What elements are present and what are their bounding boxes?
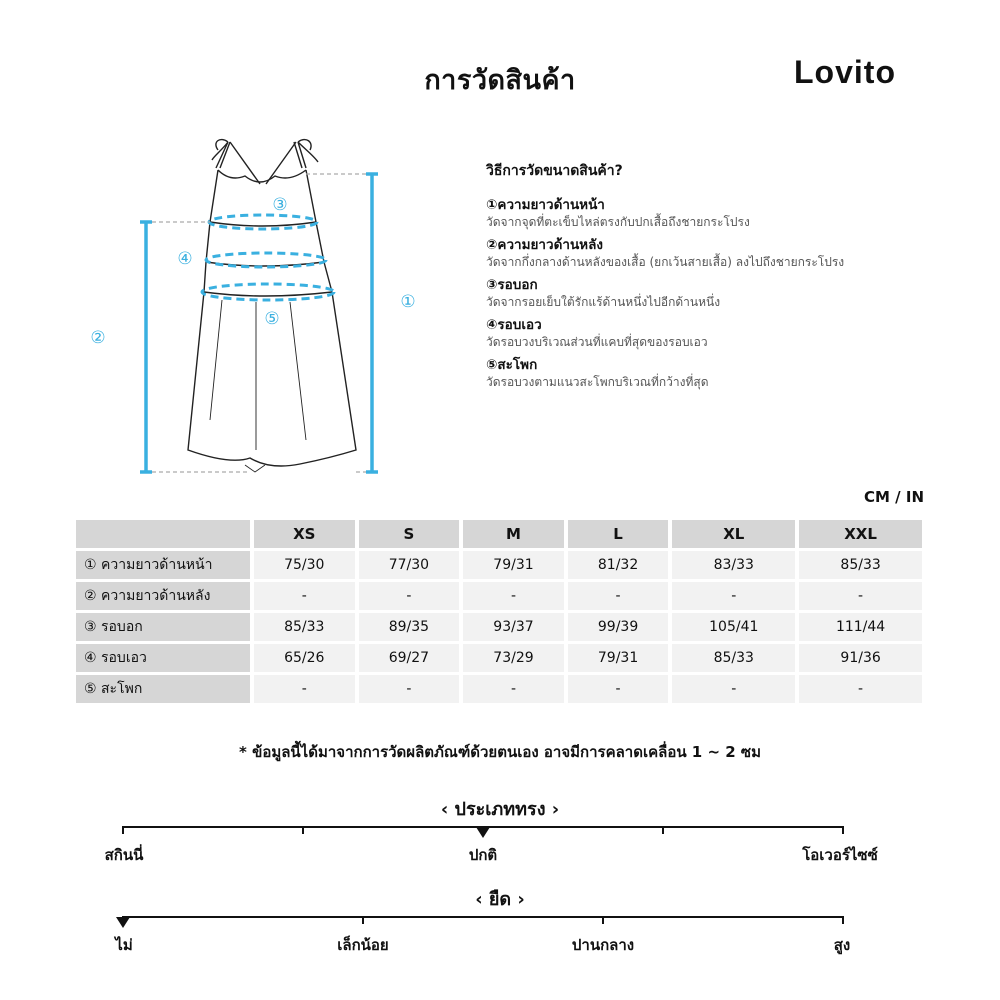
instruction-desc: วัดรอบวงตามแนวสะโพกบริเวณที่กว้างที่สุด bbox=[486, 375, 709, 389]
instruction-name: ③รอบอก bbox=[486, 277, 538, 293]
table-cell: 69/27 bbox=[359, 644, 460, 672]
table-cell: - bbox=[568, 582, 669, 610]
unit-label: CM / IN bbox=[864, 488, 924, 506]
table-cell: 111/44 bbox=[799, 613, 922, 641]
brand-logo: Lovito bbox=[794, 54, 896, 90]
table-cell: - bbox=[254, 675, 355, 703]
instruction-desc: วัดจากจุดที่ตะเข็บไหล่ตรงกับปกเสื้อถึงชายกระโปรง bbox=[486, 215, 750, 229]
table-cell: - bbox=[359, 582, 460, 610]
row-label: ③ รอบอก bbox=[76, 613, 250, 641]
table-cell: - bbox=[799, 675, 922, 703]
size-header: S bbox=[359, 520, 460, 548]
table-cell: - bbox=[463, 675, 564, 703]
stretch-tick bbox=[842, 916, 844, 924]
instruction-name: ①ความยาวด้านหน้า bbox=[486, 197, 605, 213]
length-guides bbox=[140, 174, 378, 472]
disclaimer-note: * ข้อมูลนี้ได้มาจากการวัดผลิตภัณฑ์ด้วยตนเอง อาจมีการคลาดเคลื่อน 1 ~ 2 ซม bbox=[239, 743, 761, 761]
size-header: XL bbox=[672, 520, 795, 548]
marker-hip: ⑤ bbox=[264, 309, 280, 329]
instruction-desc: วัดจากกึ่งกลางด้านหลังของเสื้อ (ยกเว้นสายเสื้อ) ลงไปถึงชายกระโปรง bbox=[486, 255, 845, 269]
table-cell: 85/33 bbox=[672, 644, 795, 672]
dress-outline bbox=[188, 140, 356, 472]
size-header: M bbox=[463, 520, 564, 548]
fit-tick bbox=[302, 826, 304, 834]
table-cell: - bbox=[799, 582, 922, 610]
size-header: XXL bbox=[799, 520, 922, 548]
row-label: ⑤ สะโพก bbox=[76, 675, 250, 703]
table-cell: 85/33 bbox=[254, 613, 355, 641]
table-row bbox=[76, 675, 922, 703]
table-cell: 89/35 bbox=[359, 613, 460, 641]
table-cell: - bbox=[254, 582, 355, 610]
row-label: ② ความยาวด้านหลัง bbox=[76, 582, 250, 610]
stretch-scale-line bbox=[122, 916, 844, 918]
page-title: การวัดสินค้า bbox=[424, 65, 576, 96]
instruction-name: ④รอบเอว bbox=[486, 317, 542, 333]
table-cell: 77/30 bbox=[359, 551, 460, 579]
table-cell: 99/39 bbox=[568, 613, 669, 641]
table-header-row bbox=[76, 520, 922, 548]
instruction-item bbox=[486, 276, 926, 310]
instruction-item bbox=[486, 236, 926, 270]
row-label: ④ รอบเอว bbox=[76, 644, 250, 672]
table-cell: 65/26 bbox=[254, 644, 355, 672]
table-cell: 81/32 bbox=[568, 551, 669, 579]
table-cell: 79/31 bbox=[568, 644, 669, 672]
table-row bbox=[76, 613, 922, 641]
marker-front-length: ① bbox=[400, 292, 416, 312]
stretch-label-medium: ปานกลาง bbox=[571, 936, 635, 954]
table-cell: 93/37 bbox=[463, 613, 564, 641]
table-cell: - bbox=[672, 582, 795, 610]
instruction-desc: วัดรอบวงบริเวณส่วนที่แคบที่สุดของรอบเอว bbox=[486, 335, 708, 349]
table-corner bbox=[76, 520, 250, 548]
instruction-item bbox=[486, 356, 926, 390]
instruction-item bbox=[486, 316, 926, 350]
stretch-scale-title: ‹ ยืด › bbox=[475, 889, 525, 910]
fit-label-regular: ปกติ bbox=[468, 846, 498, 864]
table-cell: - bbox=[463, 582, 564, 610]
table-cell: 73/29 bbox=[463, 644, 564, 672]
row-label: ① ความยาวด้านหน้า bbox=[76, 551, 250, 579]
stretch-label-high: สูง bbox=[833, 936, 851, 954]
fit-label-oversize: โอเวอร์ไซซ์ bbox=[802, 846, 878, 864]
fit-tick bbox=[122, 826, 124, 834]
measure-instructions bbox=[486, 160, 926, 396]
table-cell: - bbox=[359, 675, 460, 703]
table-cell: 75/30 bbox=[254, 551, 355, 579]
fit-tick bbox=[842, 826, 844, 834]
dress-diagram bbox=[70, 120, 430, 490]
fit-label-skinny: สกินนี่ bbox=[104, 846, 144, 864]
marker-back-length: ② bbox=[90, 328, 106, 348]
fit-tick bbox=[662, 826, 664, 834]
fit-scale-title: ‹ ประเภททรง › bbox=[440, 799, 560, 820]
instruction-desc: วัดจากรอยเย็บใต้รักแร้ด้านหนึ่งไปอีกด้านหนึ่ง bbox=[486, 295, 721, 309]
stretch-label-slight: เล็กน้อย bbox=[337, 936, 389, 954]
table-cell: 91/36 bbox=[799, 644, 922, 672]
stretch-tick bbox=[362, 916, 364, 924]
instruction-item bbox=[486, 196, 926, 230]
table-row bbox=[76, 551, 922, 579]
stretch-label-none: ไม่ bbox=[115, 936, 133, 954]
fit-selected-marker bbox=[476, 827, 490, 838]
table-row bbox=[76, 582, 922, 610]
size-header: XS bbox=[254, 520, 355, 548]
table-cell: - bbox=[672, 675, 795, 703]
table-cell: - bbox=[568, 675, 669, 703]
stretch-selected-marker bbox=[116, 917, 130, 928]
marker-bust: ③ bbox=[272, 195, 288, 215]
table-cell: 105/41 bbox=[672, 613, 795, 641]
instructions-title: วิธีการวัดขนาดสินค้า? bbox=[486, 163, 623, 179]
table-row bbox=[76, 644, 922, 672]
measure-lines bbox=[202, 215, 334, 300]
instruction-name: ⑤สะโพก bbox=[486, 357, 538, 373]
table-cell: 83/33 bbox=[672, 551, 795, 579]
size-table bbox=[72, 517, 926, 706]
size-header: L bbox=[568, 520, 669, 548]
marker-waist: ④ bbox=[177, 249, 193, 269]
instruction-name: ②ความยาวด้านหลัง bbox=[486, 237, 603, 253]
table-cell: 79/31 bbox=[463, 551, 564, 579]
stretch-tick bbox=[602, 916, 604, 924]
table-cell: 85/33 bbox=[799, 551, 922, 579]
